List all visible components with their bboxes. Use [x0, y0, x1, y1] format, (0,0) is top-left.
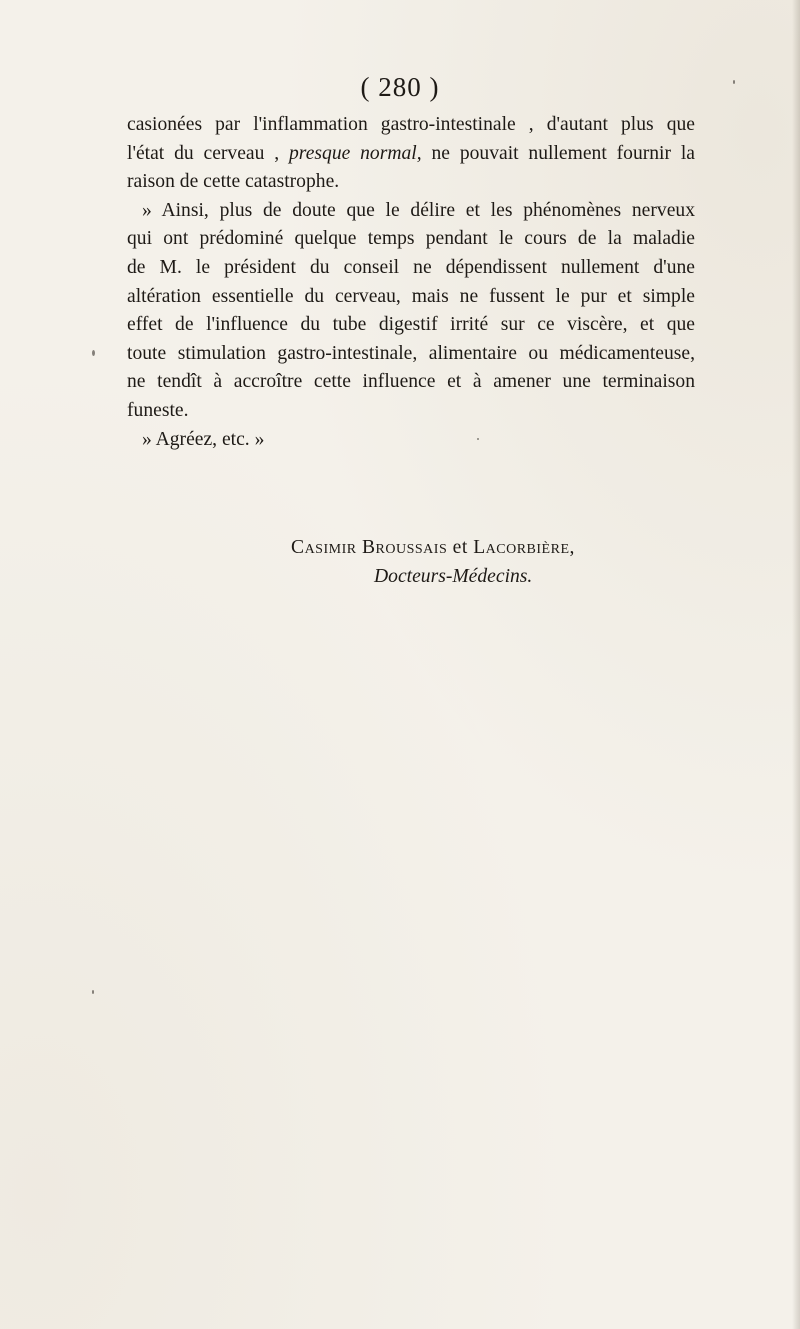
text-line: raison de cette catastrophe. [127, 171, 340, 193]
italic-phrase: presque normal, [289, 142, 422, 164]
page-edge-shadow [792, 0, 800, 1329]
body-text [127, 111, 695, 454]
text-segment: ne pouvait nullement fournir la [431, 142, 696, 164]
text-line: funeste. [127, 399, 189, 421]
text-line: » Ainsi, plus de doute que le délire et les phénomènes nerveux [142, 199, 695, 221]
text-line: ne tendît à accroître cette influence et à amener une terminaison [127, 371, 695, 393]
text-line [127, 140, 695, 169]
text-line: qui ont prédominé quelque temps pendant le cours de la maladie [127, 228, 695, 250]
paper-speck [92, 990, 94, 994]
signatory-title: Docteurs-Médecins. [374, 566, 533, 587]
text-line: effet de l'influence du tube digestif irrité sur ce viscère, et que [127, 314, 695, 336]
paper-speck [733, 80, 735, 84]
signatory-name: Lacorbière [473, 537, 570, 558]
page-number: ( 280 ) [360, 72, 440, 102]
text-line: de M. le président du conseil ne dépendissent nullement d'une [127, 256, 695, 278]
signatory-name: Casimir Broussais [291, 537, 448, 558]
paper-speck [92, 350, 95, 356]
signature-separator: , [569, 537, 575, 558]
text-line: toute stimulation gastro-intestinale, alimentaire ou médicamenteuse, [127, 342, 695, 364]
text-line: altération essentielle du cerveau, mais ne fussent le pur et simple [127, 285, 695, 307]
text-line: casionées par l'inflammation gastro-intestinale , d'autant plus que [127, 114, 695, 135]
signature-names [291, 537, 711, 559]
signature-conjunction: et [452, 537, 468, 558]
closing-line: » Agréez, etc. » [142, 428, 265, 450]
paper-speck [477, 438, 479, 440]
text-segment: l'état du cerveau , [127, 142, 280, 164]
